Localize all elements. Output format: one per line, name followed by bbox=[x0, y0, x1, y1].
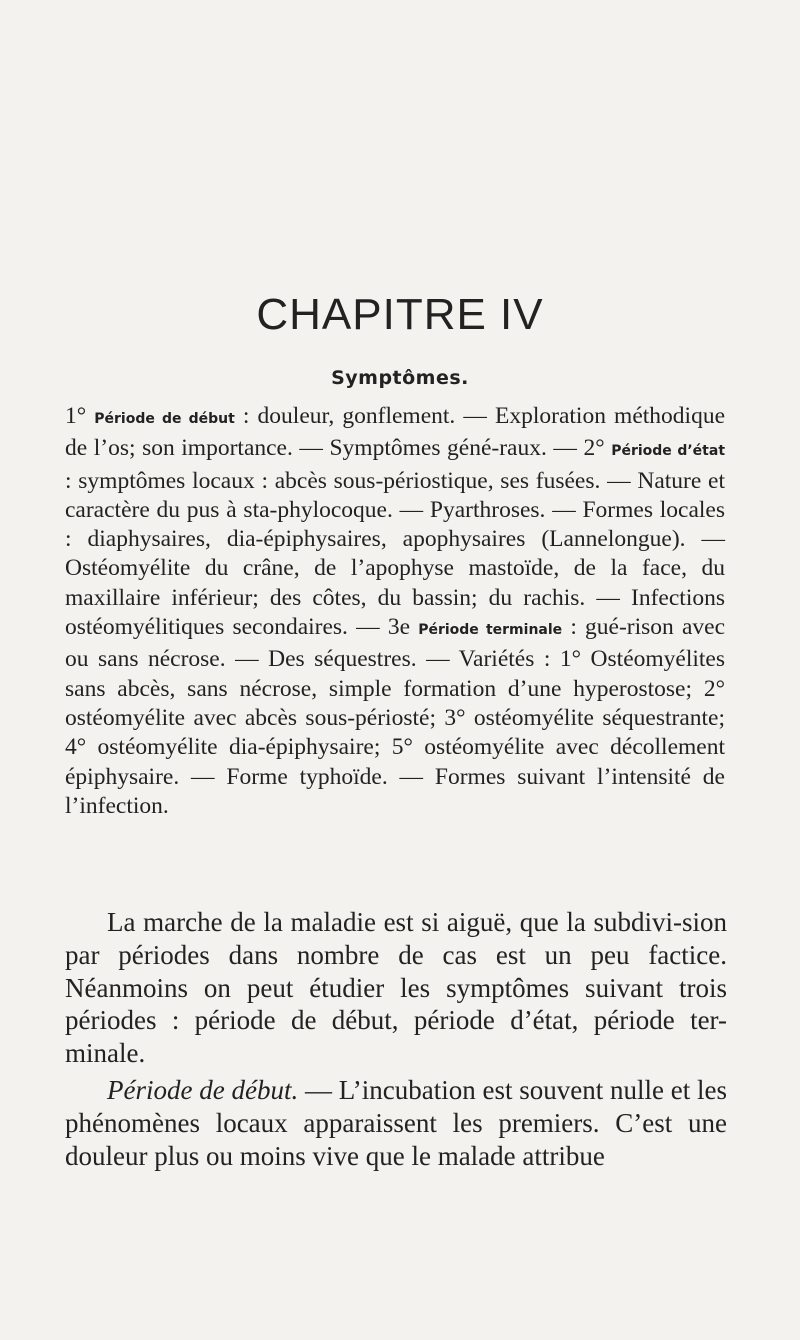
summary-period-3-text: : gué-rison avec ou sans nécrose. — Des séquestres. — Variétés : 1° Ostéomyélites sans abcès, sans nécrose, simple formation d’une hyperostose; 2° ostéomyélite avec abcès sous-périosté; 3° ostéomyélite séquestrante; 4° ostéomyélite dia-épiphysaire; 5° ostéomyélite avec décollement épiphysaire. — Forme typhoïde. — Formes suivant l’intensité de l’infection. bbox=[65, 614, 726, 819]
body-paragraph-1: La marche de la maladie est si aiguë, que la subdivi-sion par périodes dans nombre de cas est un peu factice. Néanmoins on peut étudier les symptômes suivant trois périodes : période de début, période d’état, période ter-minale. bbox=[65, 907, 727, 1069]
body-paragraph-2 bbox=[65, 1074, 727, 1172]
summary-period-2-label: Période d’état bbox=[611, 443, 726, 460]
summary-period-2-text: : symptômes locaux : abcès sous-périostique, ses fusées. — Nature et caractère du pus à sta-phylocoque. — Pyarthroses. — Formes locales : diaphysaires, dia-épiphysaires, apophysaires (Lannelongue). — Ostéomyélite du crâne, de l’apophyse mastoïde, de la face, du maxillaire inférieur; des côtes, du bassin; du rachis. — Infections ostéomyélitiques secondaires. — bbox=[65, 467, 725, 641]
chapter-title: CHAPITRE IV bbox=[256, 290, 544, 339]
paragraph-2-lead: Période de début. bbox=[107, 1075, 299, 1105]
paragraph-2-text: — L’incubation est souvent nulle et les phénomènes locaux apparaissent les premiers. C’est une douleur plus ou moins vive que le malade attribue bbox=[65, 1075, 727, 1171]
chapter-summary bbox=[65, 402, 725, 821]
summary-period-2-number: 2° bbox=[583, 435, 605, 462]
section-title: Symptômes. bbox=[331, 367, 469, 389]
summary-period-1-number: 1° bbox=[65, 403, 87, 429]
summary-period-3-number: 3e bbox=[387, 614, 410, 641]
summary-period-1-text: : douleur, gonflement. — Exploration méthodique de l’os; son importance. — Symptômes géné-raux. — bbox=[65, 403, 725, 462]
summary-period-1-label: Période de début bbox=[94, 411, 235, 427]
summary-period-3-label: Période terminale bbox=[418, 622, 563, 639]
